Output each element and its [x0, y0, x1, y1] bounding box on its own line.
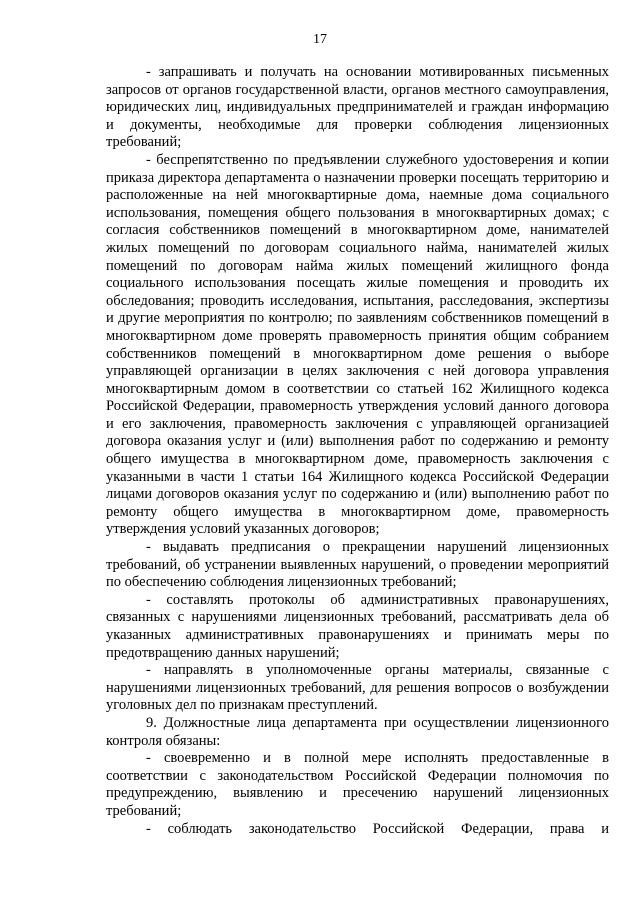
paragraph-exercise-powers: - своевременно и в полной мере исполнять предоставленные в соответствии с законодательством Российской Федерации полномочия по предупреждению, выявлению и пресечению нарушений лицензионных требований;	[106, 750, 609, 819]
paragraph-issue-orders: - выдавать предписания о прекращении нарушений лицензионных требований, об устранении выявленных нарушений, о проведении мероприятий по обеспечению соблюдения лицензионных требований;	[106, 539, 609, 591]
paragraph-request-information: - запрашивать и получать на основании мотивированных письменных запросов от органов государственной власти, органов местного самоуправления, юридических лиц, индивидуальных предпринимателей и граждан информацию и документы, необходимые для проверки соблюдения лицензионных требований;	[106, 64, 609, 151]
document-body	[106, 64, 609, 838]
paragraph-observe-legislation: - соблюдать законодательство Российской Федерации, права и	[146, 820, 609, 837]
paragraph-visit-and-inspect: - беспрепятственно по предъявлении служебного удостоверения и копии приказа директора департамента о назначении проверки посещать территорию и расположенные на ней многоквартирные дома, наемные дома социального использования, помещения общего пользования в многоквартирных домах; с согласия собственников помещений в многоквартирном доме, нанимателей жилых помещений по договорам социального найма, нанимателей жилых помещений по договорам найма жилых помещений жилищного фонда социального использования посещать жилые помещения и проводить их обследования; проводить исследования, испытания, расследования, экспертизы и другие мероприятия по контролю; по заявлениям собственников помещений в многоквартирном доме проверять правомерность принятия общим собранием собственников помещений в многоквартирном доме решения о выборе управляющей организации в целях заключения с ней договора управления многоквартирным домом в соответствии со статьей 162 Жилищного кодекса Российской Федерации, правомерность утверждения условий данного договора и его заключения, правомерность заключения с управляющей организацией договора оказания услуг и (или) выполнения работ по содержанию и ремонту общего имущества в многоквартирном доме, правомерность заключения с указанными в части 1 статьи 164 Жилищного кодекса Российской Федерации лицами договоров оказания услуг по содержанию и (или) выполнению работ по ремонту общего имущества в многоквартирном доме, правомерность утверждения условий указанных договоров;	[106, 151, 609, 538]
page-number: 17	[313, 32, 327, 47]
paragraph-send-materials: - направлять в уполномоченные органы материалы, связанные с нарушениями лицензионных требований, для решения вопросов о возбуждении уголовных дел по признакам преступлений.	[106, 662, 609, 714]
paragraph-draw-up-protocols: - составлять протоколы об административных правонарушениях, связанных с нарушениями лицензионных требований, рассматривать дела об указанных административных правонарушениях и принимать меры по предотвращению данных нарушений;	[106, 591, 609, 661]
paragraph-section-9-heading: 9. Должностные лица департамента при осуществлении лицензионного контроля обязаны:	[106, 714, 609, 749]
